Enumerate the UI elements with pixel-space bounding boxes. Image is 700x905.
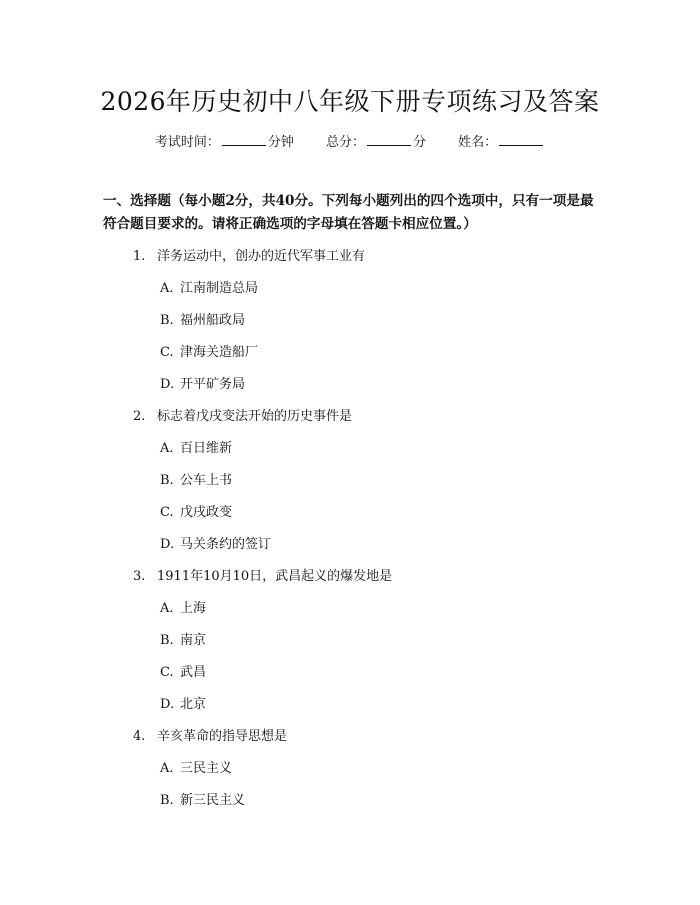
question-text: 辛亥革命的指导思想是 xyxy=(157,729,288,744)
question-text: 标志着戊戌变法开始的历史事件是 xyxy=(157,409,353,424)
section-heading: 一、选择题（每小题2分，共40分。下列每小题列出的四个选项中，只有一项是最符合题目要求的。请将正确选项的字母填在答题卡相应位置。） xyxy=(103,193,594,232)
question-text: 1911年10月10日，武昌起义的爆发地是 xyxy=(157,569,393,584)
option-letter: A. xyxy=(160,761,174,776)
page-title: 2026年历史初中八年级下册专项练习及答案 xyxy=(100,87,600,116)
total-score-label: 总分： xyxy=(325,135,365,150)
exam-time-blank xyxy=(222,134,266,146)
option-text: 百日维新 xyxy=(180,441,233,456)
option-text: 武昌 xyxy=(180,665,207,680)
option-1-b xyxy=(160,309,245,328)
option-letter: B. xyxy=(160,633,174,648)
option-3-a xyxy=(160,597,206,616)
option-letter: D. xyxy=(160,377,175,392)
option-letter: C. xyxy=(160,505,174,520)
option-letter: D. xyxy=(160,537,175,552)
option-text: 江南制造总局 xyxy=(180,281,259,296)
option-2-d xyxy=(160,533,271,552)
option-2-c xyxy=(160,501,232,520)
option-1-a xyxy=(160,277,258,296)
option-2-b xyxy=(160,469,232,488)
option-text: 马关条约的签订 xyxy=(180,537,272,552)
option-1-d xyxy=(160,373,245,392)
exam-info-line xyxy=(0,131,700,150)
student-name-blank xyxy=(499,134,543,146)
question-number: 1. xyxy=(133,249,146,264)
option-2-a xyxy=(160,437,232,456)
student-name-field xyxy=(458,135,545,150)
option-4-b xyxy=(160,789,245,808)
option-letter: C. xyxy=(160,665,174,680)
option-letter: B. xyxy=(160,793,174,808)
option-3-d xyxy=(160,693,206,712)
total-score-blank xyxy=(367,134,411,146)
option-text: 上海 xyxy=(180,601,207,616)
student-name-label: 姓名： xyxy=(458,135,498,150)
option-3-b xyxy=(160,629,206,648)
option-letter: B. xyxy=(160,313,174,328)
exam-time-field xyxy=(155,135,298,150)
option-letter: C. xyxy=(160,345,174,360)
question-3 xyxy=(133,565,392,584)
option-text: 新三民主义 xyxy=(180,793,246,808)
question-number: 3. xyxy=(133,569,146,584)
question-number: 2. xyxy=(133,409,146,424)
option-3-c xyxy=(160,661,206,680)
question-4 xyxy=(133,725,287,744)
option-letter: D. xyxy=(160,697,175,712)
option-text: 津海关造船厂 xyxy=(180,345,259,360)
option-4-a xyxy=(160,757,232,776)
option-1-c xyxy=(160,341,258,360)
option-letter: B. xyxy=(160,473,174,488)
option-text: 北京 xyxy=(180,697,207,712)
question-text: 洋务运动中，创办的近代军事工业有 xyxy=(157,249,366,264)
option-letter: A. xyxy=(160,441,174,456)
exam-time-label: 考试时间： xyxy=(154,135,220,150)
option-text: 公车上书 xyxy=(180,473,233,488)
option-letter: A. xyxy=(160,601,174,616)
option-text: 三民主义 xyxy=(180,761,233,776)
option-letter: A. xyxy=(160,281,174,296)
question-2 xyxy=(133,405,352,424)
question-number: 4. xyxy=(133,729,146,744)
total-score-field xyxy=(326,135,430,150)
option-text: 南京 xyxy=(180,633,207,648)
option-text: 福州船政局 xyxy=(180,313,246,328)
total-score-unit: 分 xyxy=(413,135,427,150)
exam-time-unit: 分钟 xyxy=(267,135,294,150)
option-text: 戊戌政变 xyxy=(180,505,233,520)
question-1 xyxy=(133,245,365,264)
option-text: 开平矿务局 xyxy=(180,377,246,392)
